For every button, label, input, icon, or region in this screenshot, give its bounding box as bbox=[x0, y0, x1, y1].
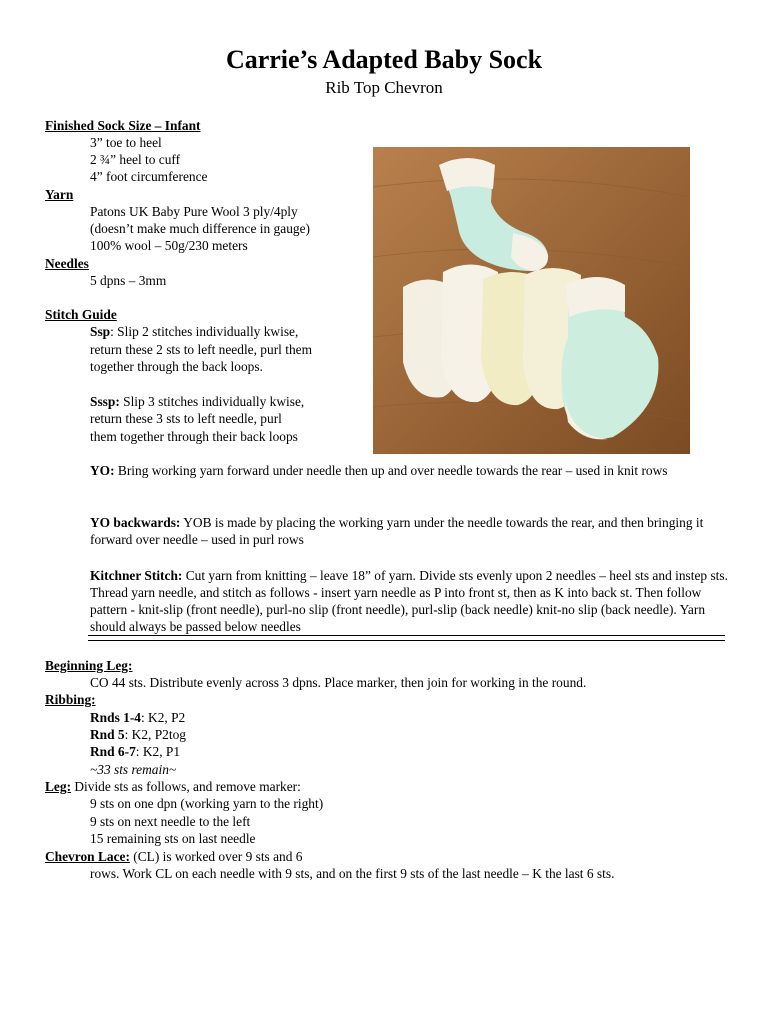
page-subtitle: Rib Top Chevron bbox=[325, 78, 443, 97]
ssp-line: together through the back loops. bbox=[90, 359, 263, 374]
ribbing-row bbox=[90, 743, 180, 760]
yob-text: YOB is made by placing the working yarn under the needle towards the rear, and then bringing it forward over needle – used in purl rows bbox=[90, 515, 704, 547]
size-heading: Finished Sock Size – Infant bbox=[45, 118, 201, 133]
kitchner-paragraph bbox=[90, 567, 730, 635]
beginning-leg-text: CO 44 sts. Distribute evenly across 3 dpns. Place marker, then join for working in the round. bbox=[90, 675, 587, 690]
yarn-line: 100% wool – 50g/230 meters bbox=[90, 238, 248, 253]
yo-text: Bring working yarn forward under needle then up and over needle towards the rear – used in knit rows bbox=[114, 463, 668, 478]
ribbing-term: Rnds 1-4 bbox=[90, 710, 141, 725]
ribbing-row bbox=[90, 726, 186, 743]
ssp-line: return these 2 sts to left needle, purl them bbox=[90, 342, 312, 357]
leg-line bbox=[45, 778, 301, 795]
ssp-text: : Slip 2 stitches individually kwise, bbox=[110, 324, 299, 339]
ribbing-row bbox=[90, 709, 185, 726]
ssp-line bbox=[90, 323, 298, 340]
yarn-line: (doesn’t make much difference in gauge) bbox=[90, 221, 310, 236]
sssp-line: them together through their back loops bbox=[90, 429, 298, 444]
beginning-leg-heading: Beginning Leg: bbox=[45, 658, 133, 673]
leg-detail: 9 sts on next needle to the left bbox=[90, 814, 251, 829]
leg-detail: 15 remaining sts on last needle bbox=[90, 831, 256, 846]
size-line: 3” toe to heel bbox=[90, 135, 162, 150]
chevron-line bbox=[45, 848, 302, 865]
yarn-line: Patons UK Baby Pure Wool 3 ply/4ply bbox=[90, 204, 298, 219]
ribbing-remain: ~33 sts remain~ bbox=[90, 762, 177, 777]
kitchner-term: Kitchner Stitch: bbox=[90, 568, 183, 583]
needles-heading: Needles bbox=[45, 256, 89, 271]
chevron-detail: rows. Work CL on each needle with 9 sts, and on the first 9 sts of the last needle – K the last 6 sts. bbox=[90, 866, 615, 881]
leg-detail: 9 sts on one dpn (working yarn to the right) bbox=[90, 796, 324, 811]
section-divider bbox=[88, 635, 725, 641]
leg-heading: Leg: bbox=[45, 779, 72, 794]
chevron-text: (CL) is worked over 9 sts and 6 bbox=[129, 849, 303, 864]
ribbing-text: : K2, P1 bbox=[135, 744, 181, 759]
yob-term: YO backwards: bbox=[90, 515, 181, 530]
sssp-term: Sssp: bbox=[90, 394, 120, 409]
size-line: 4” foot circumference bbox=[90, 169, 208, 184]
ssp-term: Ssp bbox=[90, 324, 111, 339]
yarn-heading: Yarn bbox=[45, 187, 74, 202]
ribbing-heading: Ribbing: bbox=[45, 692, 96, 707]
size-line: 2 ¾” heel to cuff bbox=[90, 152, 181, 167]
ribbing-term: Rnd 6-7 bbox=[90, 744, 136, 759]
stitch-guide-heading: Stitch Guide bbox=[45, 307, 117, 322]
baby-socks-photo bbox=[373, 147, 690, 454]
baby-socks-illustration bbox=[373, 147, 690, 454]
kitchner-text: Cut yarn from knitting – leave 18” of yarn. Divide sts evenly upon 2 needles – heel sts and instep sts. Thread yarn needle, and stitch as follows - insert yarn needle as P into front st, then as K into back st. Then follow pattern - knit-slip (front needle), purl-no slip (front needle), purl-slip (back needle) knit-no slip (back needle). Yarn should always be passed below needles bbox=[90, 568, 728, 634]
yo-paragraph bbox=[90, 462, 730, 479]
yob-paragraph bbox=[90, 514, 730, 548]
ribbing-text: : K2, P2 bbox=[140, 710, 186, 725]
leg-text: Divide sts as follows, and remove marker: bbox=[71, 779, 301, 794]
page-title: Carrie’s Adapted Baby Sock bbox=[225, 45, 543, 74]
sssp-line: return these 3 sts to left needle, purl bbox=[90, 411, 282, 426]
needles-line: 5 dpns – 3mm bbox=[90, 273, 167, 288]
sssp-text: Slip 3 stitches individually kwise, bbox=[119, 394, 305, 409]
sssp-line bbox=[90, 393, 304, 410]
ribbing-term: Rnd 5 bbox=[90, 727, 125, 742]
ribbing-text: : K2, P2tog bbox=[124, 727, 186, 742]
chevron-heading: Chevron Lace: bbox=[45, 849, 130, 864]
yo-term: YO: bbox=[90, 463, 115, 478]
